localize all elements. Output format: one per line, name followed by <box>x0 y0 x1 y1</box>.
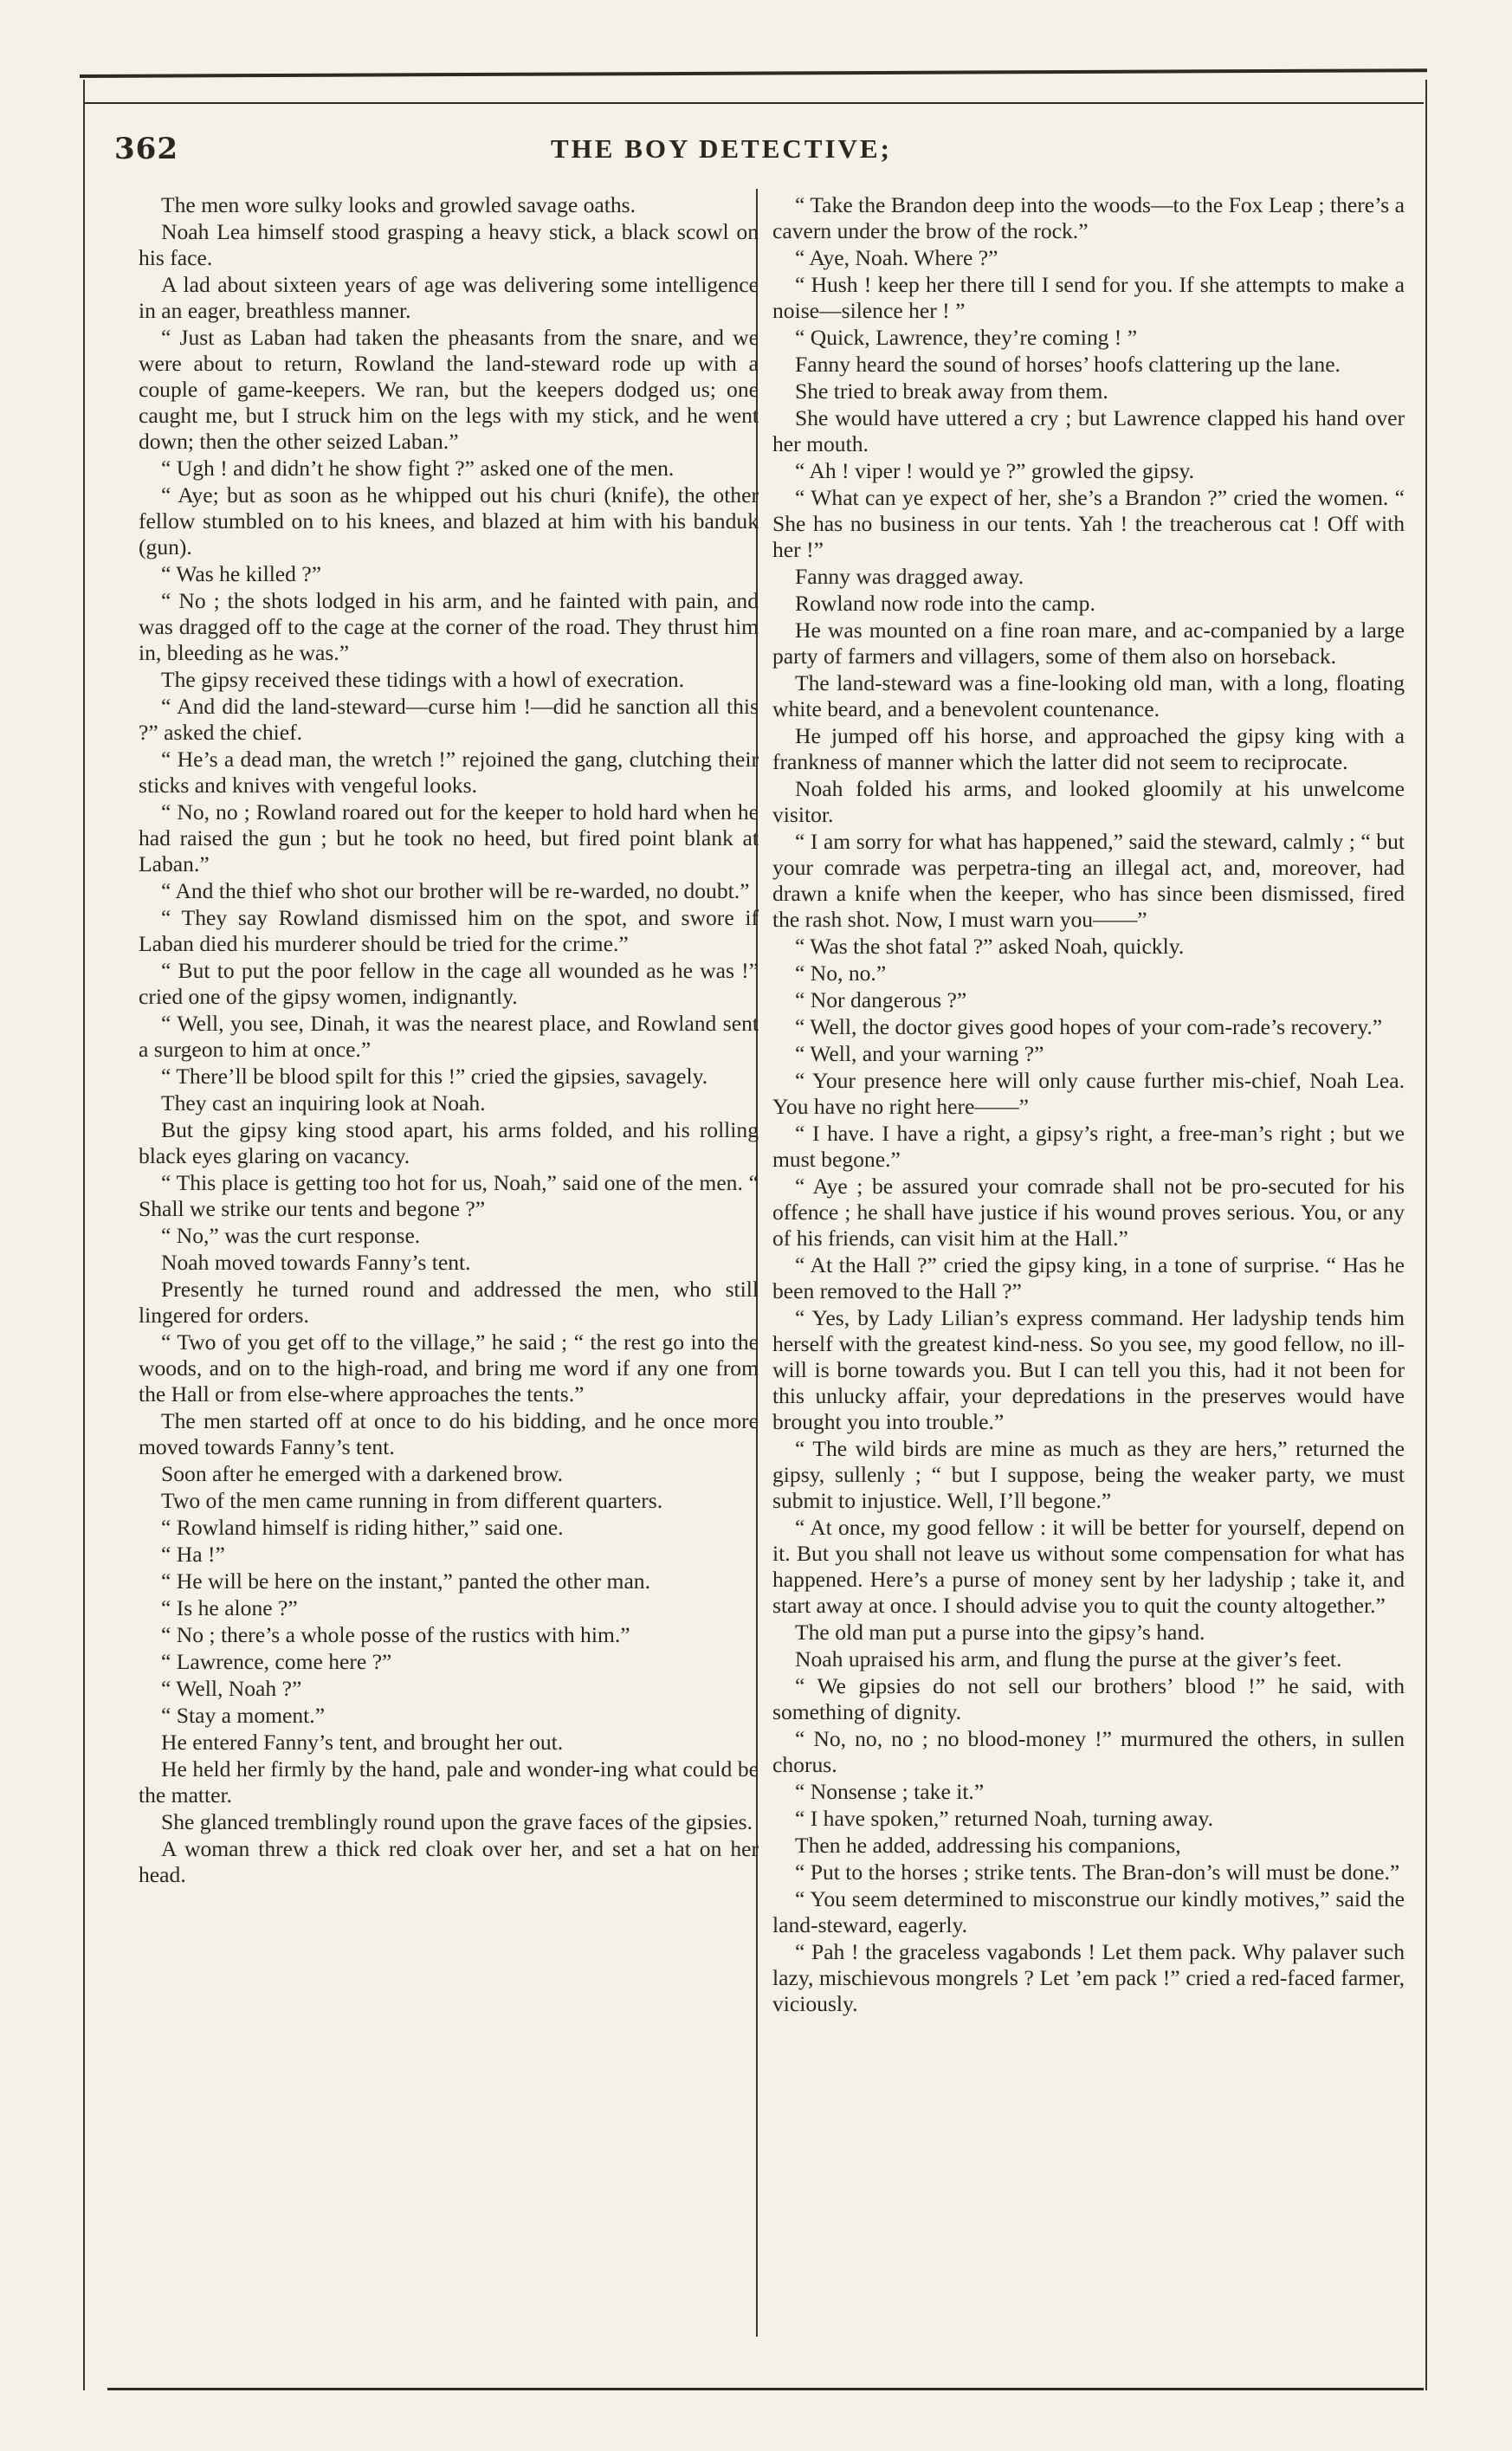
paragraph: “ Well, and your warning ?” <box>795 1041 1044 1066</box>
paragraph: “ Yes, by Lady Lilian’s express command. Her ladyship tends him herself with the greatest kind-ness. So you see, my good fellow, no ill-will is borne towards you. But I can tell you this, had it not been for this unlucky affair, your depredations in the preserves would have brought you into trouble.” <box>772 1305 1405 1434</box>
paragraph: Soon after he emerged with a darkened brow. <box>161 1461 564 1486</box>
paragraph: “ Ugh ! and didn’t he show fight ?” asked one of the men. <box>161 456 675 481</box>
paragraph: “ Nonsense ; take it.” <box>795 1779 985 1804</box>
paragraph: “ The wild birds are mine as much as they are hers,” returned the gipsy, sullenly ; “ but I suppose, being the weaker party, we must submit to injustice. Well, I’ll begone.” <box>772 1436 1405 1513</box>
paragraph: “ They say Rowland dismissed him on the spot, and swore if Laban died his murderer should be tried for the crime.” <box>139 905 759 956</box>
paragraph: “ No ; the shots lodged in his arm, and he fainted with pain, and was dragged off to the cage at the corner of the road. They thrust him in, bleeding as he was.” <box>139 588 759 665</box>
paragraph: “ No, no, no ; no blood-money !” murmured the others, in sullen chorus. <box>772 1726 1405 1777</box>
paragraph: “ Ha !” <box>161 1542 225 1567</box>
paragraph: She would have uttered a cry ; but Lawrence clapped his hand over her mouth. <box>772 405 1405 456</box>
paragraph: “ You seem determined to misconstrue our kindly motives,” said the land-steward, eagerly. <box>772 1886 1405 1937</box>
paragraph: Presently he turned round and addressed the men, who still lingered for orders. <box>139 1277 759 1328</box>
paragraph: “ Take the Brandon deep into the woods—to the Fox Leap ; there’s a cavern under the brow of the rock.” <box>772 192 1405 243</box>
paragraph: “ He’s a dead man, the wretch !” rejoined the gang, clutching their sticks and knives with vengeful looks. <box>139 747 759 798</box>
paragraph: “ And the thief who shot our brother will be re-warded, no doubt.” <box>161 878 750 903</box>
paragraph: Fanny heard the sound of horses’ hoofs clattering up the lane. <box>795 352 1341 377</box>
paragraph: “ Was he killed ?” <box>161 561 322 586</box>
paragraph: “ No, no ; Rowland roared out for the keeper to hold hard when he had raised the gun ; but he took no heed, but fired point blank at Laban.” <box>139 799 759 876</box>
paragraph: “ I have spoken,” returned Noah, turning away. <box>795 1806 1214 1831</box>
paragraph: “ And did the land-steward—curse him !—did he sanction all this ?” asked the chief. <box>139 694 759 745</box>
paragraph: “ Just as Laban had taken the pheasants from the snare, and we were about to return, Rowland the land-steward rode up with a couple of game-keepers. We ran, but the keepers dodged us; one caught me, but I struck him on the legs with my stick, and he went down; then the other seized Laban.” <box>139 325 759 454</box>
paragraph: “ We gipsies do not sell our brothers’ blood !” he said, with something of dignity. <box>772 1673 1405 1724</box>
paragraph: He jumped off his horse, and approached the gipsy king with a frankness of manner which the latter did not seem to reciprocate. <box>772 723 1405 774</box>
paragraph: They cast an inquiring look at Noah. <box>161 1090 486 1116</box>
paragraph: “ Hush ! keep her there till I send for you. If she attempts to make a noise—silence her ! ” <box>772 272 1405 323</box>
paragraph: “ Ah ! viper ! would ye ?” growled the gipsy. <box>795 458 1195 483</box>
paragraph: The gipsy received these tidings with a howl of execration. <box>161 667 685 692</box>
paragraph: “ Two of you get off to the village,” he said ; “ the rest go into the woods, and on to the high-road, and bring me word if any one from the Hall or from else-where approaches the tents.” <box>139 1329 759 1407</box>
paragraph: “ Aye ; be assured your comrade shall not be pro-secuted for his offence ; he shall have justice if his wound proves serious. You, or any of his friends, can visit him at the Hall.” <box>772 1174 1405 1251</box>
paragraph: He held her firmly by the hand, pale and wonder-ing what could be the matter. <box>139 1756 759 1808</box>
paragraph: “ Your presence here will only cause further mis-chief, Noah Lea. You have no right here——” <box>772 1068 1405 1119</box>
top-rule <box>80 68 1427 78</box>
paragraph: “ What can ye expect of her, she’s a Brandon ?” cried the women. “ She has no business in our tents. Yah ! the treacherous cat ! Off with her !” <box>772 485 1405 562</box>
paragraph: “ But to put the poor fellow in the cage all wounded as he was !” cried one of the gipsy women, indignantly. <box>139 958 759 1009</box>
paragraph: “ Put to the horses ; strike tents. The Bran-don’s will must be done.” <box>795 1859 1400 1885</box>
paragraph: “ No, no.” <box>795 960 887 986</box>
paragraph: “ Aye; but as soon as he whipped out his churi (knife), the other fellow stumbled on to his knees, and blazed at him with his banduk (gun). <box>139 482 759 559</box>
paragraph: “ Well, the doctor gives good hopes of your com-rade’s recovery.” <box>795 1014 1383 1039</box>
paragraph: “ There’ll be blood spilt for this !” cried the gipsies, savagely. <box>161 1064 708 1089</box>
paragraph: The men wore sulky looks and growled savage oaths. <box>161 192 636 217</box>
left-column <box>139 192 759 1889</box>
paragraph: “ Stay a moment.” <box>161 1703 326 1728</box>
paragraph: The men started off at once to do his bidding, and he once more moved towards Fanny’s tent. <box>139 1408 759 1459</box>
paragraph: “ Rowland himself is riding hither,” said one. <box>161 1515 564 1540</box>
paragraph: “ No ; there’s a whole posse of the rustics with him.” <box>161 1622 630 1647</box>
paragraph: Two of the men came running in from different quarters. <box>161 1488 663 1513</box>
right-column <box>772 192 1405 2018</box>
paragraph: She glanced tremblingly round upon the grave faces of the gipsies. <box>161 1809 753 1834</box>
paragraph: Noah moved towards Fanny’s tent. <box>161 1250 471 1275</box>
paragraph: “ I have. I have a right, a gipsy’s right, a free-man’s right ; but we must begone.” <box>772 1121 1405 1172</box>
paragraph: A lad about sixteen years of age was delivering some intelligence in an eager, breathless manner. <box>139 272 759 323</box>
paragraph: Noah Lea himself stood grasping a heavy stick, a black scowl on his face. <box>139 219 759 270</box>
paragraph: “ He will be here on the instant,” panted the other man. <box>161 1568 650 1594</box>
paragraph: Rowland now rode into the camp. <box>795 591 1095 616</box>
paragraph: But the gipsy king stood apart, his arms folded, and his rolling black eyes glaring on vacancy. <box>139 1117 759 1168</box>
paragraph: “ Quick, Lawrence, they’re coming ! ” <box>795 325 1138 350</box>
paragraph: “ This place is getting too hot for us, Noah,” said one of the men. “ Shall we strike our tents and begone ?” <box>139 1170 759 1221</box>
paragraph: He entered Fanny’s tent, and brought her out. <box>161 1730 564 1755</box>
paragraph: “ No,” was the curt response. <box>161 1223 421 1248</box>
paragraph: A woman threw a thick red cloak over her, and set a hat on her head. <box>139 1836 759 1887</box>
paragraph: “ Pah ! the graceless vagabonds ! Let them pack. Why palaver such lazy, mischievous mongrels ? Let ’em pack !” cried a red-faced farmer, viciously. <box>772 1939 1405 2016</box>
paragraph: “ Nor dangerous ?” <box>795 987 967 1012</box>
paragraph: He was mounted on a fine roan mare, and ac-companied by a large party of farmers and villagers, some of them also on horseback. <box>772 618 1405 669</box>
paragraph: The old man put a purse into the gipsy’s hand. <box>795 1620 1205 1645</box>
paragraph: “ I am sorry for what has happened,” said the steward, calmly ; “ but your comrade was perpetra-ting an illegal act, and, moreover, had drawn a knife when the keeper, who has since been dismissed, fired the rash shot. Now, I must warn you——” <box>772 829 1405 932</box>
paragraph: “ Aye, Noah. Where ?” <box>795 245 998 270</box>
paragraph: “ Well, Noah ?” <box>161 1676 302 1701</box>
paragraph: “ Is he alone ?” <box>161 1595 298 1620</box>
running-title: THE BOY DETECTIVE; <box>551 133 892 164</box>
paragraph: Fanny was dragged away. <box>795 564 1024 589</box>
paragraph: “ At the Hall ?” cried the gipsy king, in a tone of surprise. “ Has he been removed to the Hall ?” <box>772 1252 1405 1303</box>
paragraph: “ Was the shot fatal ?” asked Noah, quickly. <box>795 934 1185 959</box>
bottom-rule <box>107 2388 1424 2390</box>
page-number: 362 <box>114 132 178 166</box>
paragraph: “ Lawrence, come here ?” <box>161 1649 392 1674</box>
page-header <box>83 132 1424 175</box>
paragraph: “ At once, my good fellow : it will be better for yourself, depend on it. But you shall not leave us without some compensation for what has happened. Here’s a purse of money sent by her ladyship ; take it, and start away at once. I should advise you to quit the county altogether.” <box>772 1515 1405 1618</box>
paragraph: Then he added, addressing his companions, <box>795 1833 1181 1858</box>
paragraph: She tried to break away from them. <box>795 378 1108 404</box>
paragraph: The land-steward was a fine-looking old man, with a long, floating white beard, and a benevolent countenance. <box>772 670 1405 721</box>
paragraph: Noah folded his arms, and looked gloomily at his unwelcome visitor. <box>772 776 1405 827</box>
paragraph: “ Well, you see, Dinah, it was the nearest place, and Rowland sent a surgeon to him at once.” <box>139 1011 759 1062</box>
paragraph: Noah upraised his arm, and flung the purse at the giver’s feet. <box>795 1646 1342 1672</box>
